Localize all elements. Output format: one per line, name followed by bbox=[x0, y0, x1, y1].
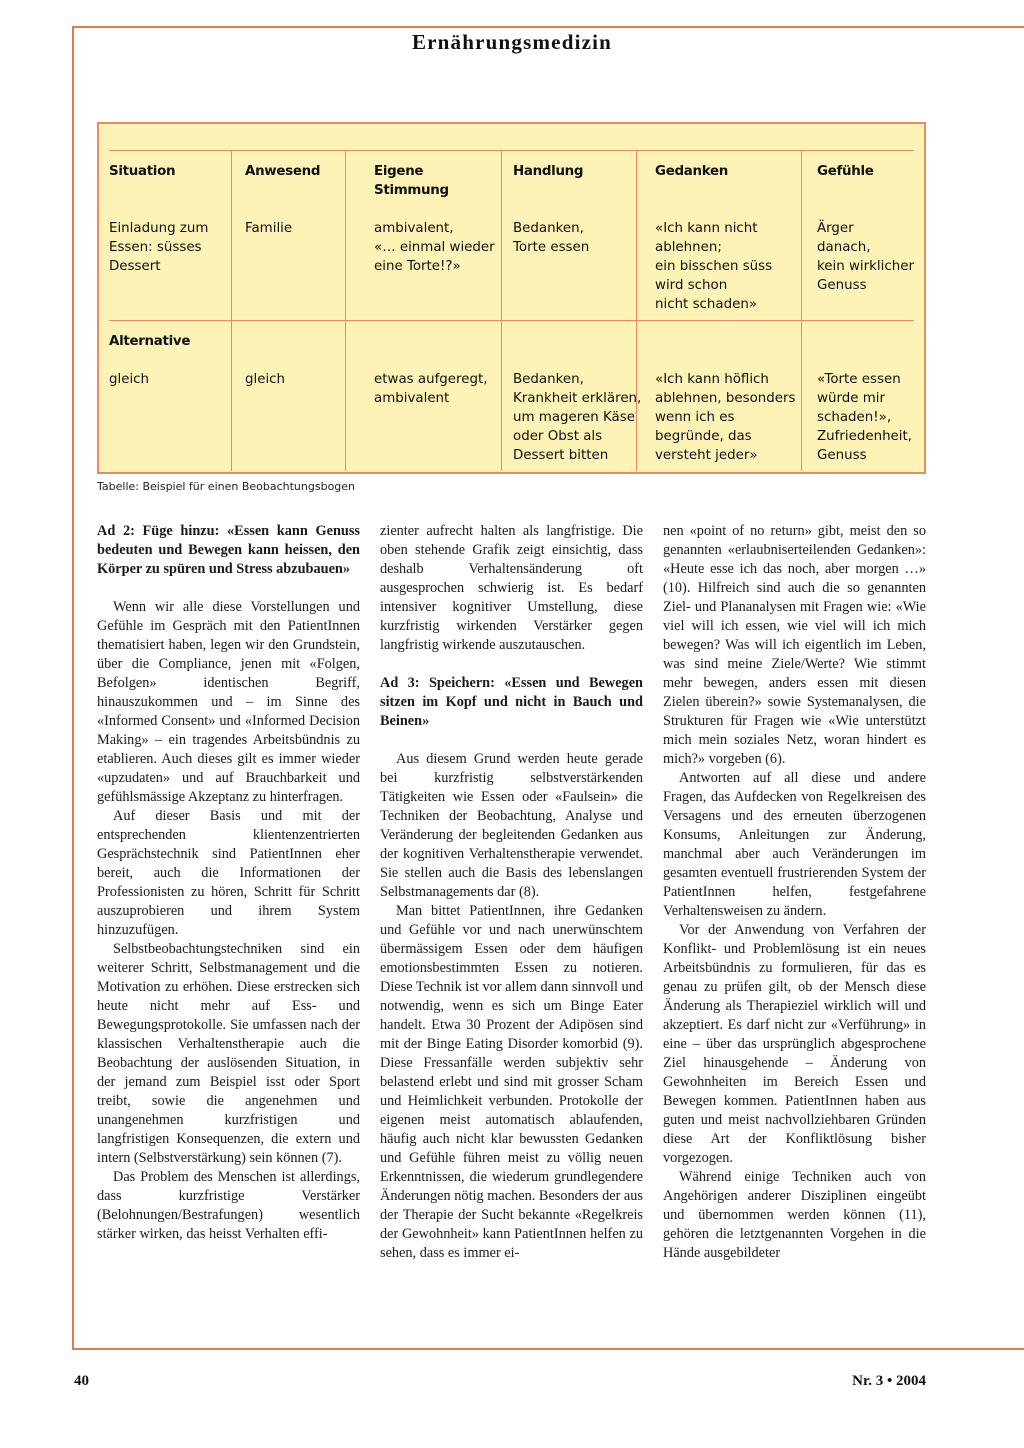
table-col-divider bbox=[801, 151, 802, 471]
table-col-divider bbox=[501, 151, 502, 471]
table-cell: «Ich kann höflich ablehnen, besonders wenn ich es begründe, das versteht jeder» bbox=[655, 372, 796, 463]
table-rule-top bbox=[109, 150, 914, 151]
section-heading-ad3: Ad 3: Speichern: «Essen und Bewegen sitzen im Kopf und nicht in Bauch und Beinen» bbox=[380, 675, 643, 729]
paragraph: Wenn wir alle diese Vorstellungen und Gefühle im Gespräch mit den PatientInnen thematisiert haben, legen wir den Grundstein, über die Compliance, jenen mit «Folgen, Befolgen» identischen Begriff, hinauszukommen und – im Sinne des «Informed Consent» und «Informed Decision Making» – ein tragendes Arbeitsbündnis zu etablieren. Auch dieses gilt es immer wieder «upzudaten» und auf Brauchbarkeit und gefühlsmässige Akzeptanz zu hinterfragen. bbox=[97, 599, 360, 805]
paragraph: Selbstbeobachtungstechniken sind ein weiterer Schritt, Selbstmanagement und die Motivation zu erhöhen. Diese erstrecken sich heute nicht mehr auf Ess- und Bewegungsprotokolle. Sie umfassen nach der klassischen Verhaltenstherapie auch die Beobachtung der auslösenden Situation, in der jemand zum Beispiel isst oder Sport treibt, sowie die angenehmen und unangenehmen kurzfristigen und langfristigen Konsequenzen, die extern und intern (Selbstverstärkung) sein können (7). bbox=[97, 941, 360, 1166]
table-header-cell: Eigene Stimmung bbox=[374, 164, 449, 198]
issue-info: Nr. 3 • 2004 bbox=[852, 1373, 926, 1389]
paragraph: Man bittet PatientInnen, ihre Gedanken und Gefühle vor und nach unerwünschtem übermässigem Essen oder dem häufigen emotionsbestimmten Essen zu notieren. Diese Technik ist vor allem dann sinnvoll und notwendig, wenn es sich um Binge Eater handelt. Etwa 30 Prozent der Adipösen sind mit der Binge Eating Disorder komorbid (9). Diese Fressanfälle werden subjektiv sehr belastend erlebt und sind mit grosser Scham und Heimlichkeit verbunden. Protokolle der eigenen meist automatisch ablaufenden, häufig auch nicht klar bewussten Gedanken und Gefühle führen meist zu völlig neuen Erkenntnissen, die wiederum grundlegendere Änderungen nötig machen. Besonders der aus der Therapie der Sucht bekannte «Regelkreis der Gewohnheit» kann PatientInnen helfen zu sehen, dass es immer ei- bbox=[380, 903, 643, 1261]
table-col-divider bbox=[231, 151, 232, 471]
table-header-cell: Anwesend bbox=[245, 164, 321, 179]
paragraph: Das Problem des Menschen ist allerdings, dass kurzfristige Verstärker (Belohnungen/Bestrafungen) wesentlich stärker wirken, das heisst Verhalten effi- bbox=[97, 1169, 360, 1242]
table-header-cell: Gefühle bbox=[817, 164, 874, 179]
table-cell: gleich bbox=[245, 372, 286, 387]
paragraph: Aus diesem Grund werden heute gerade bei kurzfristig selbstverstärkenden Tätigkeiten wie Essen oder «Faulsein» die Techniken der Beobachtung, Analyse und Veränderung der begleitenden Gedanken aus der kognitiven Verhaltenstherapie verwendet. Sie stellen auch die Basis des lebenslangen Selbstmanagements dar (8). bbox=[380, 751, 643, 900]
table-cell: «Ich kann nicht ablehnen; ein bisschen süss wird schon nicht schaden» bbox=[655, 221, 773, 312]
table-caption: Tabelle: Beispiel für einen Beobachtungsbogen bbox=[97, 480, 356, 493]
paragraph: nen «point of no return» gibt, meist den so genannten «erlaubniserteilenden Gedanken»: «Heute esse ich das noch, aber morgen …» (10). Hilfreich sind auch die so genannten Ziel- und Plananalysen mit Fragen wie: «Wie viel will ich essen, wie viel will ich mich bewegen? Was will ich eigentlich im Leben, was sind meine Ziele/Werte? Wie stimmt mehr bewegen, anders essen mit diesen Zielen überein?» sowie Systemanalysen, die Strukturen für Fragen wie «Wie unterstützt mich mein soziales Netz, woran hindert es mich?» vorgeben (6). bbox=[663, 523, 926, 767]
table-cell: ambivalent, «… einmal wieder eine Torte!?» bbox=[374, 221, 495, 274]
table-header-cell: Handlung bbox=[513, 164, 584, 179]
table-col-divider bbox=[345, 151, 346, 471]
running-header: Ernährungsmedizin bbox=[411, 30, 613, 54]
section-heading-ad2: Ad 2: Füge hinzu: «Essen kann Genuss bedeuten und Bewegen kann heissen, den Körper zu spüren und Stress abzubauen» bbox=[97, 523, 360, 577]
observation-table bbox=[97, 122, 926, 474]
table-cell: etwas aufgeregt, ambivalent bbox=[374, 372, 488, 406]
paragraph: Antworten auf all diese und andere Fragen, das Aufdecken von Regelkreisen des Versagens und des erneuten überzogenen Konsums, Anleitungen zur Änderung, manchmal aber auch Veränderungen im gesamten eventuell frustrierenden System der PatientInnen helfen, festgefahrene Verhaltensweisen zu ändern. bbox=[663, 770, 926, 919]
text-column-3 bbox=[663, 522, 926, 1263]
table-cell: gleich bbox=[109, 372, 150, 387]
table-header-cell: Situation bbox=[109, 164, 176, 179]
table-cell: Bedanken, Torte essen bbox=[513, 221, 590, 255]
paragraph: Vor der Anwendung von Verfahren der Konflikt- und Problemlösung ist ein neues Arbeitsbündnis zu formulieren, für das es genau zu prüfen gilt, ob der Mensch diese Änderung als Therapieziel wirklich will und akzeptiert. Es darf nicht zur «Verführung» in eine – über das ursprünglich abgesprochene Ziel hinausgehende – Änderung von Gewohnheiten im Bereich Essen und Bewegen kommen. PatientInnen haben aus guten und meist nachvollziehbaren Gründen diese Art der Konfliktlösung bisher vorgezogen. bbox=[663, 922, 926, 1166]
text-column-1 bbox=[97, 522, 360, 1244]
table-cell: Bedanken, Krankheit erklären, um mageren Käse oder Obst als Dessert bitten bbox=[513, 372, 642, 463]
table-row-label-alternative: Alternative bbox=[109, 334, 191, 349]
table-header-cell: Gedanken bbox=[655, 164, 728, 179]
table-rule-middle bbox=[109, 320, 914, 321]
paragraph: zienter aufrecht halten als langfristige. Die oben stehende Grafik zeigt einsichtig, dass deshalb Verhaltensänderung oft ausgesprochen schwierig ist. Es bedarf intensiver kognitiver Umstellung, diese kurzfristig wirkenden Verstärker gegen langfristig wirkende auszutauschen. bbox=[380, 523, 643, 653]
text-column-2 bbox=[380, 522, 643, 1263]
table-cell: «Torte essen würde mir schaden!», Zufriedenheit, Genuss bbox=[817, 372, 913, 463]
paragraph: Während einige Techniken auch von Angehörigen anderer Disziplinen eingeübt und übernommen werden können (11), gehören die letztgenannten Vorgehen in die Hände ausgebildeter bbox=[663, 1169, 926, 1261]
table-cell: Einladung zum Essen: süsses Dessert bbox=[109, 221, 209, 274]
table-cell: Familie bbox=[245, 221, 293, 236]
paragraph: Auf dieser Basis und mit der entsprechenden klientenzentrierten Gesprächstechnik sind PatientInnen eher bereit, auch die Informationen der Professionisten zu hören, Schritt für Schritt auszuprobieren und ihrem System hinzuzufügen. bbox=[97, 808, 360, 938]
table-cell: Ärger danach, kein wirklicher Genuss bbox=[817, 221, 914, 293]
page-number: 40 bbox=[74, 1373, 89, 1389]
